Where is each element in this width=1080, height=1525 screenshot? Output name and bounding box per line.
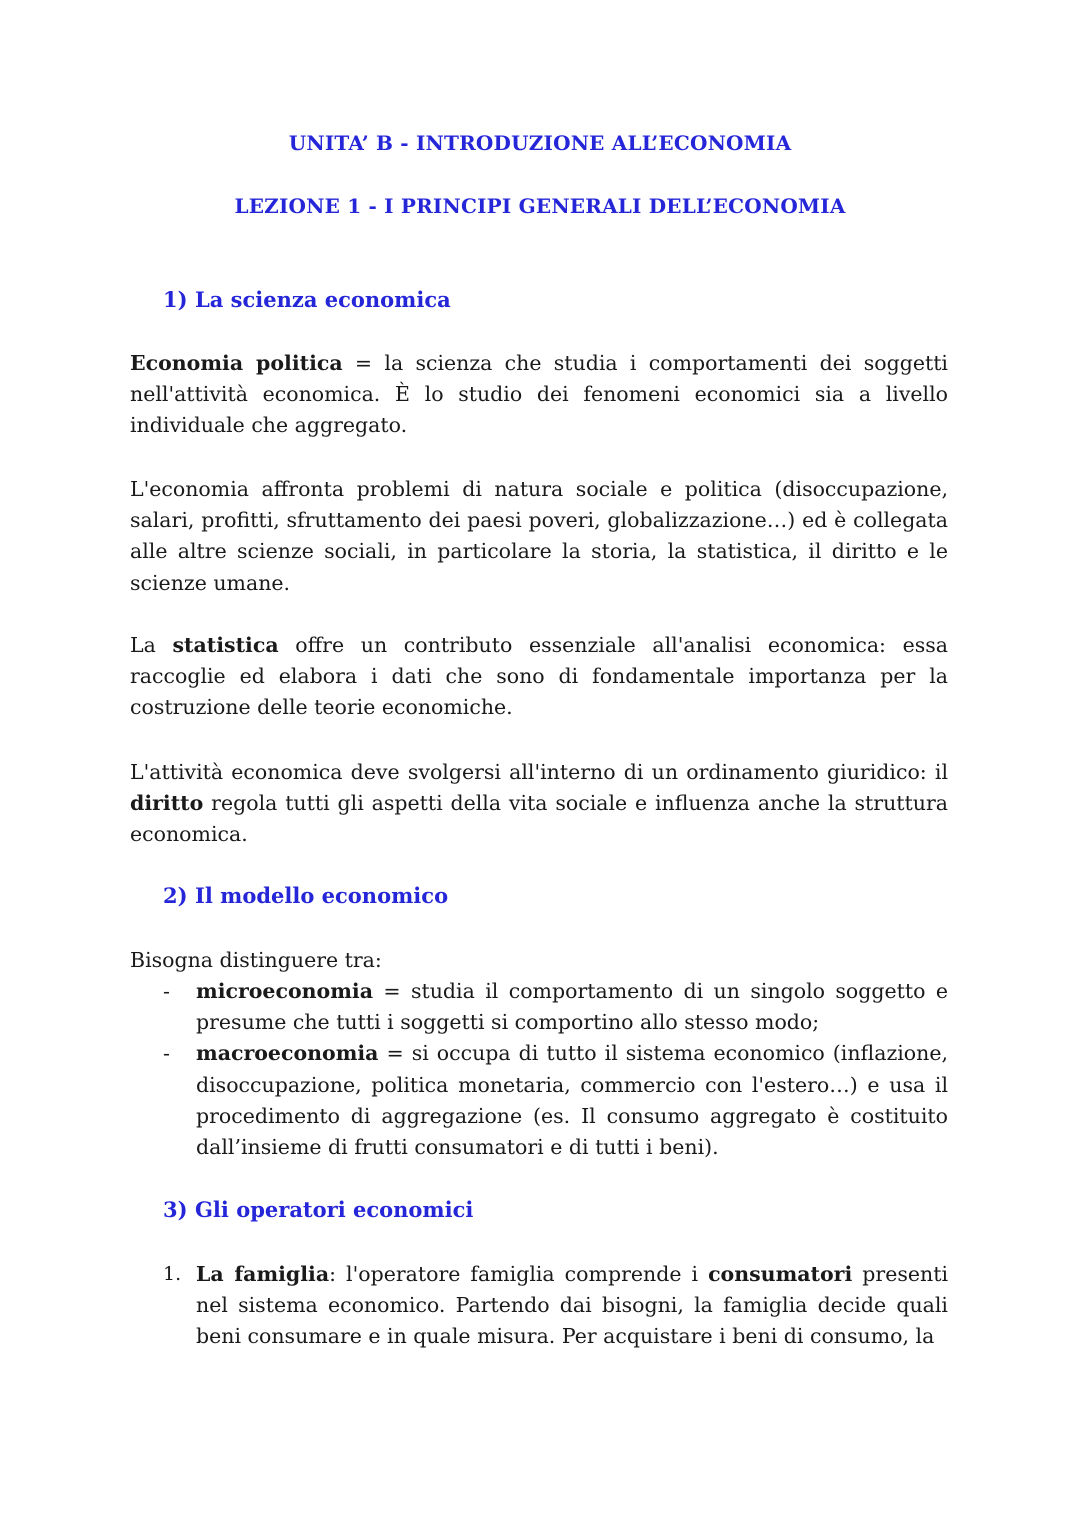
- section-heading-2: [163, 883, 448, 908]
- list-item: [130, 1259, 948, 1353]
- section-heading-3: [163, 1197, 473, 1222]
- bold-term: statistica: [172, 633, 279, 657]
- section-number: 3): [163, 1197, 188, 1222]
- paragraph-text: La: [130, 633, 173, 657]
- paragraph-economia-politica: [130, 348, 948, 442]
- list-item: [130, 976, 948, 1038]
- section-number: 2): [163, 883, 188, 908]
- bold-term: macroeconomia: [196, 1041, 379, 1066]
- list-item: [130, 1038, 948, 1163]
- dash-marker: -: [163, 979, 170, 1003]
- paragraph-statistica: [130, 630, 948, 724]
- bold-term: consumatori: [708, 1262, 853, 1286]
- numbered-list: [130, 1259, 948, 1353]
- section-heading-1: [163, 287, 451, 312]
- section-title: Il modello economico: [195, 883, 449, 908]
- dash-marker: -: [163, 1041, 170, 1066]
- paragraph-text: regola tutti gli aspetti della vita sociale e influenza anche la struttura economica.: [130, 791, 948, 847]
- number-marker: 1.: [163, 1263, 182, 1285]
- paragraph-text: offre un contributo essenziale all'analisi economica: essa raccoglie ed elabora i dati che sono di fondamentale importanza per la costruzione delle teorie economiche.: [130, 633, 948, 720]
- section-title: Gli operatori economici: [195, 1197, 474, 1222]
- list-item-text: presenti nel sistema economico. Partendo dai bisogni, la famiglia decide quali beni consumare e in quale misura. Per acquistare i beni di consumo, la: [196, 1262, 949, 1349]
- paragraph-economia-problemi: L'economia affronta problemi di natura sociale e politica (disoccupazione, salari, profitti, sfruttamento dei paesi poveri, globalizzazione…) ed è collegata alle altre scienze sociali, in particolare la storia, la statistica, il diritto e le scienze umane.: [130, 477, 948, 595]
- list-item-text: = si occupa di tutto il sistema economico (inflazione, disoccupazione, politica monetaria, commercio con l'estero…) e usa il procedimento di aggregazione (es. Il consumo aggregato è costituito dall’insieme di frutti consumatori e di tutti i beni).: [196, 1041, 948, 1160]
- unit-title: UNITA’ B - INTRODUZIONE ALL’ECONOMIA: [288, 131, 792, 155]
- bold-term: Economia politica: [130, 351, 343, 375]
- bullet-list: [130, 976, 948, 1163]
- section-title: La scienza economica: [195, 287, 451, 312]
- bold-term: diritto: [130, 791, 204, 816]
- section-number: 1): [163, 287, 188, 312]
- list-item-text: : l'operatore famiglia comprende i: [329, 1262, 709, 1286]
- lesson-title: LEZIONE 1 - I PRINCIPI GENERALI DELL’ECONOMIA: [234, 194, 846, 218]
- bold-term: La famiglia: [196, 1262, 330, 1286]
- paragraph-intro: Bisogna distinguere tra:: [130, 948, 382, 972]
- paragraph-text: = la scienza che studia i comportamenti dei soggetti nell'attività economica. È lo studio dei fenomeni economici sia a livello individuale che aggregato.: [130, 351, 948, 438]
- bold-term: microeconomia: [196, 979, 373, 1003]
- paragraph-diritto: [130, 757, 948, 851]
- paragraph-text: L'attività economica deve svolgersi all'interno di un ordinamento giuridico: il: [130, 760, 948, 784]
- list-item-text: = studia il comportamento di un singolo soggetto e presume che tutti i soggetti si comportino allo stesso modo;: [196, 979, 948, 1035]
